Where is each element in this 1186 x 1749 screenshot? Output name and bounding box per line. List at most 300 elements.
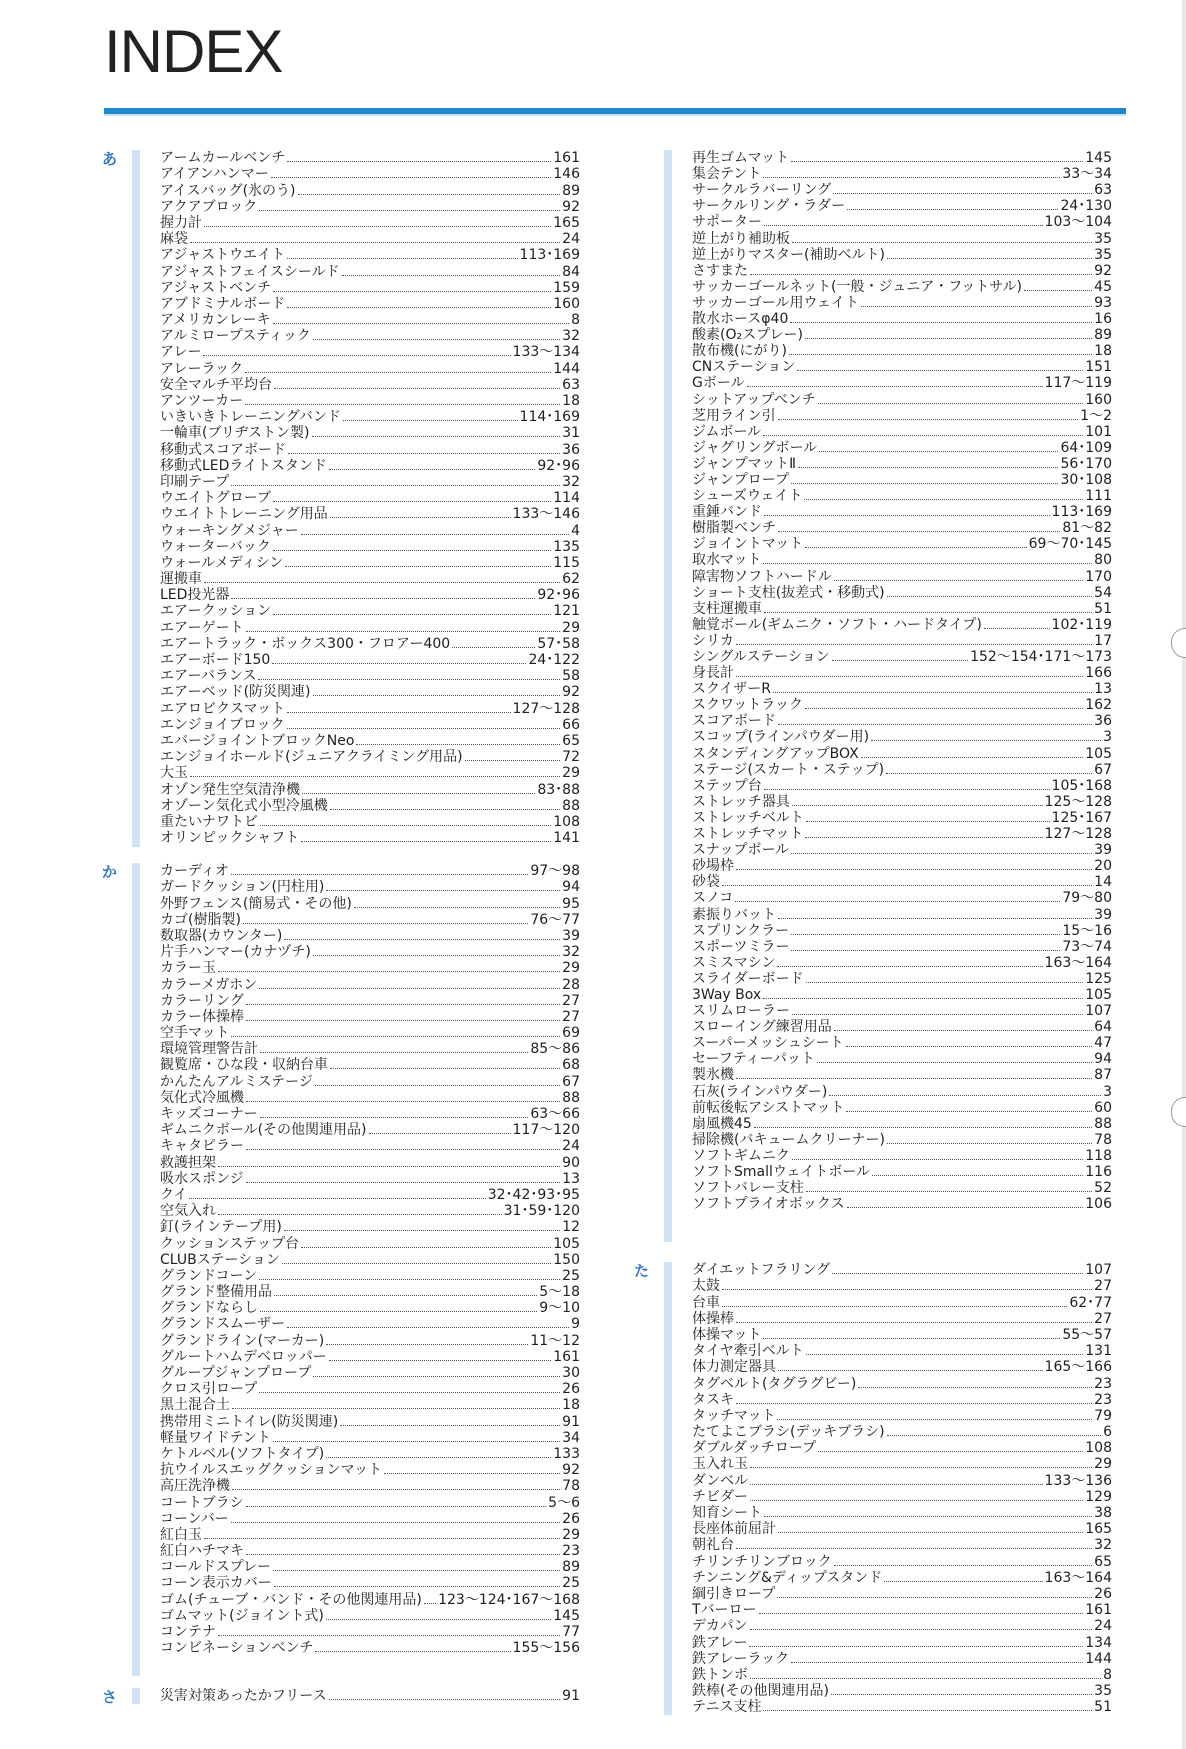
index-entry	[692, 311, 1112, 327]
dot-leader	[343, 420, 518, 421]
entry-page-number: 39	[1094, 842, 1112, 859]
dot-leader	[273, 1441, 560, 1442]
dot-leader	[763, 563, 1092, 564]
entry-name: 散布機(にがり)	[692, 343, 787, 360]
entry-page-number: 65	[562, 732, 580, 749]
entry-page-number: 58	[562, 668, 580, 685]
entry-page-number: 116	[1085, 1164, 1112, 1180]
dot-leader	[301, 1247, 551, 1248]
dot-leader	[245, 372, 551, 373]
dot-leader	[1024, 290, 1092, 291]
section-bar	[132, 1688, 140, 1704]
index-entry	[160, 603, 580, 619]
entry-name: タグベルト(タグラグビー)	[692, 1375, 857, 1392]
index-entry	[692, 971, 1112, 987]
binder-notch	[1171, 628, 1186, 658]
index-entry	[160, 1041, 580, 1057]
index-entry	[160, 733, 580, 749]
index-entry	[160, 1106, 580, 1122]
entry-page-number: 146	[553, 166, 580, 183]
dot-leader	[773, 692, 1092, 693]
entry-page-number: 83･88	[537, 781, 580, 798]
index-entry	[160, 150, 580, 166]
entry-page-number: 73〜74	[1062, 938, 1112, 955]
index-entry	[692, 778, 1112, 794]
entry-page-number: 26	[562, 1381, 580, 1398]
dot-leader	[452, 647, 535, 648]
entry-page-number: 129	[1085, 1488, 1112, 1505]
entry-name: ジャグリングボール	[692, 439, 818, 456]
index-section-ka	[102, 863, 580, 1676]
dot-leader	[424, 1603, 436, 1604]
entry-page-number: 76〜77	[530, 911, 580, 928]
index-entry	[160, 1057, 580, 1073]
index-entry	[692, 343, 1112, 359]
dot-leader	[797, 370, 1083, 371]
index-entry	[692, 1472, 1112, 1488]
entry-page-number: 66	[562, 716, 580, 733]
dot-leader	[285, 566, 551, 567]
index-entry	[692, 762, 1112, 778]
index-entry	[160, 1009, 580, 1025]
entry-name: 前転後転アシストマット	[692, 1099, 845, 1116]
index-entry	[692, 440, 1112, 456]
entry-page-number: 94	[562, 879, 580, 896]
entry-page-number: 62･77	[1069, 1294, 1112, 1311]
dot-leader	[273, 291, 551, 292]
index-entry	[160, 1073, 580, 1089]
entry-page-number: 123〜124･167〜168	[438, 1591, 580, 1608]
dot-leader	[832, 1273, 1083, 1274]
dot-leader	[764, 789, 1050, 790]
index-entry	[160, 441, 580, 457]
entry-page-number: 89	[562, 182, 580, 199]
dot-leader	[259, 1279, 560, 1280]
entry-page-number: 3	[1103, 729, 1112, 746]
section-kana-label: か	[102, 863, 118, 881]
index-entry	[160, 296, 580, 312]
entry-page-number: 20	[1094, 858, 1112, 875]
entry-page-number: 24･130	[1060, 198, 1112, 215]
index-entry	[692, 713, 1112, 729]
entry-name: 吸水スポンジ	[160, 1170, 244, 1187]
index-entry	[692, 1408, 1112, 1424]
index-entry-list	[160, 863, 580, 1656]
index-entry	[160, 700, 580, 716]
entry-page-number: 131	[1085, 1343, 1112, 1360]
index-entry-list	[160, 150, 580, 846]
index-entry	[692, 1278, 1112, 1294]
entry-page-number: 1〜2	[1080, 407, 1112, 424]
index-entry	[160, 328, 580, 344]
dot-leader	[231, 598, 535, 599]
dot-leader	[204, 1538, 560, 1539]
entry-name: エバージョイントブロックNeo	[160, 732, 355, 749]
index-entry	[692, 601, 1112, 617]
entry-name: アームカールベンチ	[160, 150, 286, 167]
index-entry	[160, 717, 580, 733]
index-entry	[160, 247, 580, 263]
entry-name: 気化式冷風機	[160, 1089, 244, 1106]
entry-page-number: 11〜12	[530, 1332, 580, 1349]
index-entry	[692, 649, 1112, 665]
index-entry	[160, 684, 580, 700]
dot-leader	[819, 451, 1058, 452]
entry-name: アイスバッグ(氷のう)	[160, 182, 296, 199]
index-entry	[692, 295, 1112, 311]
entry-name: エアロビクスマット	[160, 700, 286, 717]
index-entry	[692, 1359, 1112, 1375]
entry-page-number: 165〜166	[1044, 1359, 1112, 1376]
entry-page-number: 92	[562, 1462, 580, 1479]
entry-name: オゾン発生空気清浄機	[160, 781, 300, 798]
entry-name: 鉄アレー	[692, 1634, 748, 1651]
dot-leader	[722, 1306, 1067, 1307]
entry-name: ウォールメディシン	[160, 554, 284, 571]
index-entry	[160, 944, 580, 960]
index-entry	[692, 794, 1112, 810]
entry-page-number: 29	[562, 960, 580, 977]
entry-page-number: 105･168	[1051, 777, 1112, 794]
dot-leader	[298, 194, 561, 195]
dot-leader	[246, 1506, 547, 1507]
dot-leader	[312, 436, 561, 437]
entry-page-number: 36	[562, 441, 580, 458]
entry-page-number: 92･96	[537, 457, 580, 474]
entry-name: カラーリング	[160, 992, 244, 1009]
entry-page-number: 63	[562, 376, 580, 393]
dot-leader	[736, 1078, 1092, 1079]
entry-name: かんたんアルミステージ	[160, 1073, 313, 1090]
entry-page-number: 165	[553, 214, 580, 231]
entry-name: ジャンプマットⅡ	[692, 455, 797, 472]
index-entry	[160, 895, 580, 911]
index-entry	[692, 842, 1112, 858]
entry-name: クッションステップ台	[160, 1235, 300, 1252]
dot-leader	[232, 1408, 560, 1409]
entry-page-number: 161	[1085, 1602, 1112, 1619]
entry-page-number: 27	[1094, 1278, 1112, 1295]
entry-name: ギムニクボール(その他関連用品)	[160, 1122, 367, 1139]
dot-leader	[778, 918, 1092, 919]
entry-name: ダブルダッチロープ	[692, 1440, 817, 1457]
entry-page-number: 145	[1085, 150, 1112, 167]
entry-name: 麻袋	[160, 231, 188, 248]
entry-name: ガードクッション(円柱用)	[160, 879, 325, 896]
entry-name: 扇風機45	[692, 1115, 752, 1132]
entry-name: セーフティーパット	[692, 1051, 815, 1068]
dot-leader	[806, 821, 1050, 822]
entry-name: 障害物ソフトハードル	[692, 568, 832, 585]
index-entry	[160, 490, 580, 506]
dot-leader	[778, 419, 1079, 420]
entry-name: アンツーカー	[160, 393, 244, 409]
entry-page-number: 29	[562, 1526, 580, 1543]
dot-leader	[259, 1392, 560, 1393]
index-entry	[692, 1262, 1112, 1278]
index-entry	[160, 636, 580, 652]
dot-leader	[330, 517, 511, 518]
entry-name: カラー玉	[160, 960, 216, 977]
entry-page-number: 35	[1094, 1683, 1112, 1700]
entry-name: シリカ	[692, 632, 734, 649]
index-entry	[160, 912, 580, 928]
entry-name: ストレッチベルト	[692, 809, 804, 826]
dot-leader	[273, 501, 551, 502]
index-entry	[160, 1575, 580, 1591]
entry-page-number: 160	[553, 295, 580, 312]
entry-name: テニス支柱	[692, 1699, 762, 1716]
dot-leader	[846, 1046, 1093, 1047]
index-entry	[160, 1349, 580, 1365]
entry-page-number: 29	[562, 619, 580, 636]
entry-page-number: 135	[553, 538, 580, 555]
entry-name: 芝用ライン引	[692, 407, 776, 424]
index-entry	[160, 781, 580, 797]
entry-page-number: 33〜34	[1062, 166, 1112, 183]
entry-name: エアーベッド(防災関連)	[160, 684, 311, 701]
dot-leader	[887, 258, 1092, 259]
entry-page-number: 103〜104	[1044, 214, 1112, 231]
entry-name: 取水マット	[692, 552, 762, 569]
entry-page-number: 159	[553, 279, 580, 296]
dot-leader	[284, 939, 560, 940]
entry-page-number: 25	[562, 1267, 580, 1284]
dot-leader	[792, 1159, 1083, 1160]
dot-leader	[369, 1133, 511, 1134]
dot-leader	[777, 966, 1042, 967]
dot-leader	[356, 744, 560, 745]
dot-leader	[218, 1635, 560, 1636]
entry-name: エアーゲート	[160, 619, 244, 636]
entry-page-number: 108	[553, 813, 580, 830]
index-entry	[692, 617, 1112, 633]
entry-name: 知育シート	[692, 1505, 762, 1521]
index-entry	[160, 960, 580, 976]
index-entry	[692, 472, 1112, 488]
entry-name: スミスマシン	[692, 954, 776, 971]
entry-name: スタンディングアップBOX	[692, 745, 859, 762]
entry-page-number: 77	[562, 1624, 580, 1640]
entry-page-number: 55〜57	[1062, 1326, 1112, 1343]
entry-name: スライダーボード	[692, 970, 804, 987]
entry-page-number: 102･119	[1051, 616, 1112, 633]
entry-page-number: 13	[562, 1170, 580, 1187]
entry-page-number: 24･122	[528, 652, 580, 668]
index-entry	[692, 1327, 1112, 1343]
entry-page-number: 32	[562, 473, 580, 490]
dot-leader	[777, 1419, 1092, 1420]
index-entry	[160, 1494, 580, 1510]
index-column-right	[634, 150, 1112, 1716]
entry-page-number: 62	[562, 571, 580, 588]
entry-page-number: 24	[1094, 1618, 1112, 1635]
index-entry-list	[692, 1262, 1112, 1715]
entry-page-number: 72	[562, 749, 580, 766]
dot-leader	[315, 1651, 510, 1652]
entry-name: キャタピラー	[160, 1138, 244, 1155]
dot-leader	[791, 853, 1092, 854]
dot-leader	[798, 467, 1058, 468]
dot-leader	[834, 580, 1084, 581]
entry-page-number: 47	[1094, 1035, 1112, 1052]
index-entry	[160, 166, 580, 182]
index-entry	[160, 1268, 580, 1284]
entry-page-number: 81〜82	[1062, 520, 1112, 537]
entry-name: 観覧席・ひな段・収納台車	[160, 1057, 328, 1074]
dot-leader	[273, 1570, 560, 1571]
index-entry	[160, 425, 580, 441]
entry-name: アブドミナルボード	[160, 295, 286, 312]
dot-leader	[818, 1451, 1083, 1452]
index-entry	[692, 327, 1112, 343]
entry-page-number: 17	[1094, 632, 1112, 649]
dot-leader	[806, 1354, 1084, 1355]
entry-name: ストレッチ器具	[692, 793, 790, 810]
index-entry	[160, 1252, 580, 1268]
index-entry	[692, 955, 1112, 971]
dot-leader	[804, 499, 1083, 500]
entry-name: コンビネーションベンチ	[160, 1640, 314, 1657]
dot-leader	[736, 1548, 1092, 1549]
entry-name: タッチマット	[692, 1407, 776, 1424]
entry-page-number: 26	[562, 1510, 580, 1527]
index-entry	[692, 1019, 1112, 1035]
index-entry	[692, 858, 1112, 874]
dot-leader	[750, 1467, 1092, 1468]
entry-name: エアートラック・ボックス300・フロアー400	[160, 635, 451, 652]
dot-leader	[287, 728, 561, 729]
entry-name: コールドスプレー	[160, 1559, 272, 1576]
dot-leader	[260, 1117, 529, 1118]
entry-page-number: 113･169	[1051, 504, 1112, 521]
dot-leader	[203, 355, 510, 356]
entry-page-number: 88	[562, 1089, 580, 1106]
index-entry	[160, 1138, 580, 1154]
dot-leader	[763, 998, 1083, 999]
index-entry	[692, 536, 1112, 552]
entry-name: ソフトバレー支柱	[692, 1180, 804, 1197]
entry-page-number: 27	[1094, 1310, 1112, 1327]
dot-leader	[329, 1360, 552, 1361]
entry-name: アクアブロック	[160, 198, 258, 215]
entry-name: 外野フェンス(簡易式・その他)	[160, 895, 352, 912]
entry-page-number: 94	[1094, 1051, 1112, 1068]
dot-leader	[791, 1662, 1083, 1663]
entry-name: アレー	[160, 344, 202, 361]
entry-page-number: 30･108	[1060, 471, 1112, 488]
entry-page-number: 113･169	[519, 247, 580, 264]
dot-leader	[834, 1565, 1092, 1566]
entry-page-number: 133〜136	[1044, 1472, 1112, 1489]
index-entry	[160, 1300, 580, 1316]
index-entry	[160, 280, 580, 296]
dot-leader	[190, 776, 560, 777]
index-entry	[160, 522, 580, 538]
dot-leader	[833, 193, 1092, 194]
entry-name: ウエイトグローブ	[160, 490, 272, 507]
entry-name: スナップボール	[692, 842, 790, 859]
entry-name: スクワットラック	[692, 697, 804, 714]
index-entry	[692, 874, 1112, 890]
index-entry	[160, 879, 580, 895]
index-entry	[692, 424, 1112, 440]
dot-leader	[330, 809, 560, 810]
entry-page-number: 117〜120	[512, 1122, 580, 1139]
dot-leader	[805, 547, 1026, 548]
dot-leader	[231, 1036, 560, 1037]
entry-page-number: 92	[562, 198, 580, 215]
entry-page-number: 9〜10	[539, 1300, 580, 1317]
entry-name: 片手ハンマー(カナヅチ)	[160, 944, 311, 961]
index-entry	[692, 1035, 1112, 1051]
entry-page-number: 38	[1094, 1505, 1112, 1521]
entry-page-number: 39	[562, 927, 580, 944]
index-section-sa-continued	[692, 150, 1112, 1242]
dot-leader	[301, 534, 569, 535]
entry-page-number: 155〜156	[512, 1640, 580, 1657]
dot-leader	[759, 1613, 1084, 1614]
index-entry	[692, 408, 1112, 424]
entry-page-number: 9	[571, 1316, 580, 1333]
entry-name: 酸素(O₂スプレー)	[692, 327, 803, 344]
entry-name: スコップ(ラインパウダー用)	[692, 729, 870, 746]
dot-leader	[260, 1052, 528, 1053]
entry-page-number: 165	[1085, 1521, 1112, 1538]
entry-page-number: 31･59･120	[503, 1203, 580, 1220]
entry-name: 印刷テープ	[160, 473, 230, 490]
entry-name: 製氷機	[692, 1067, 734, 1084]
dot-leader	[805, 837, 1042, 838]
entry-page-number: 24	[562, 1138, 580, 1155]
index-entry	[160, 360, 580, 376]
entry-page-number: 92	[562, 684, 580, 701]
entry-page-number: 18	[1094, 343, 1112, 360]
entry-name: グランドライン(マーカー)	[160, 1332, 325, 1349]
entry-page-number: 28	[562, 976, 580, 993]
entry-page-number: 107	[1085, 1262, 1112, 1279]
entry-name: 救護担架	[160, 1154, 216, 1171]
dot-leader	[735, 901, 1060, 902]
entry-name: 石灰(ラインパウダー)	[692, 1083, 828, 1100]
entry-name: 再生ゴムマット	[692, 150, 790, 167]
dot-leader	[190, 242, 560, 243]
index-entry	[692, 1586, 1112, 1602]
dot-leader	[284, 1230, 560, 1231]
entry-name: ストレッチマット	[692, 826, 804, 843]
section-bar	[664, 1262, 672, 1715]
index-entry	[692, 198, 1112, 214]
entry-page-number: 88	[1094, 1115, 1112, 1132]
dot-leader	[313, 339, 560, 340]
index-entry	[160, 1284, 580, 1300]
index-entry	[692, 1375, 1112, 1391]
index-entry	[692, 1651, 1112, 1667]
index-entry	[160, 993, 580, 1009]
index-entry	[692, 633, 1112, 649]
entry-name: ソフトSmallウェイトボール	[692, 1164, 871, 1180]
dot-leader	[736, 869, 1092, 870]
dot-leader	[792, 1014, 1083, 1015]
entry-name: コーン表示カバー	[160, 1575, 272, 1592]
entry-name: 安全マルチ平均台	[160, 376, 272, 393]
entry-page-number: 133〜146	[512, 506, 580, 523]
entry-name: 体操マット	[692, 1326, 762, 1343]
dot-leader	[791, 950, 1060, 951]
entry-page-number: 24	[562, 231, 580, 248]
entry-name: エアーボード150	[160, 652, 271, 668]
dot-leader	[831, 1694, 1092, 1695]
